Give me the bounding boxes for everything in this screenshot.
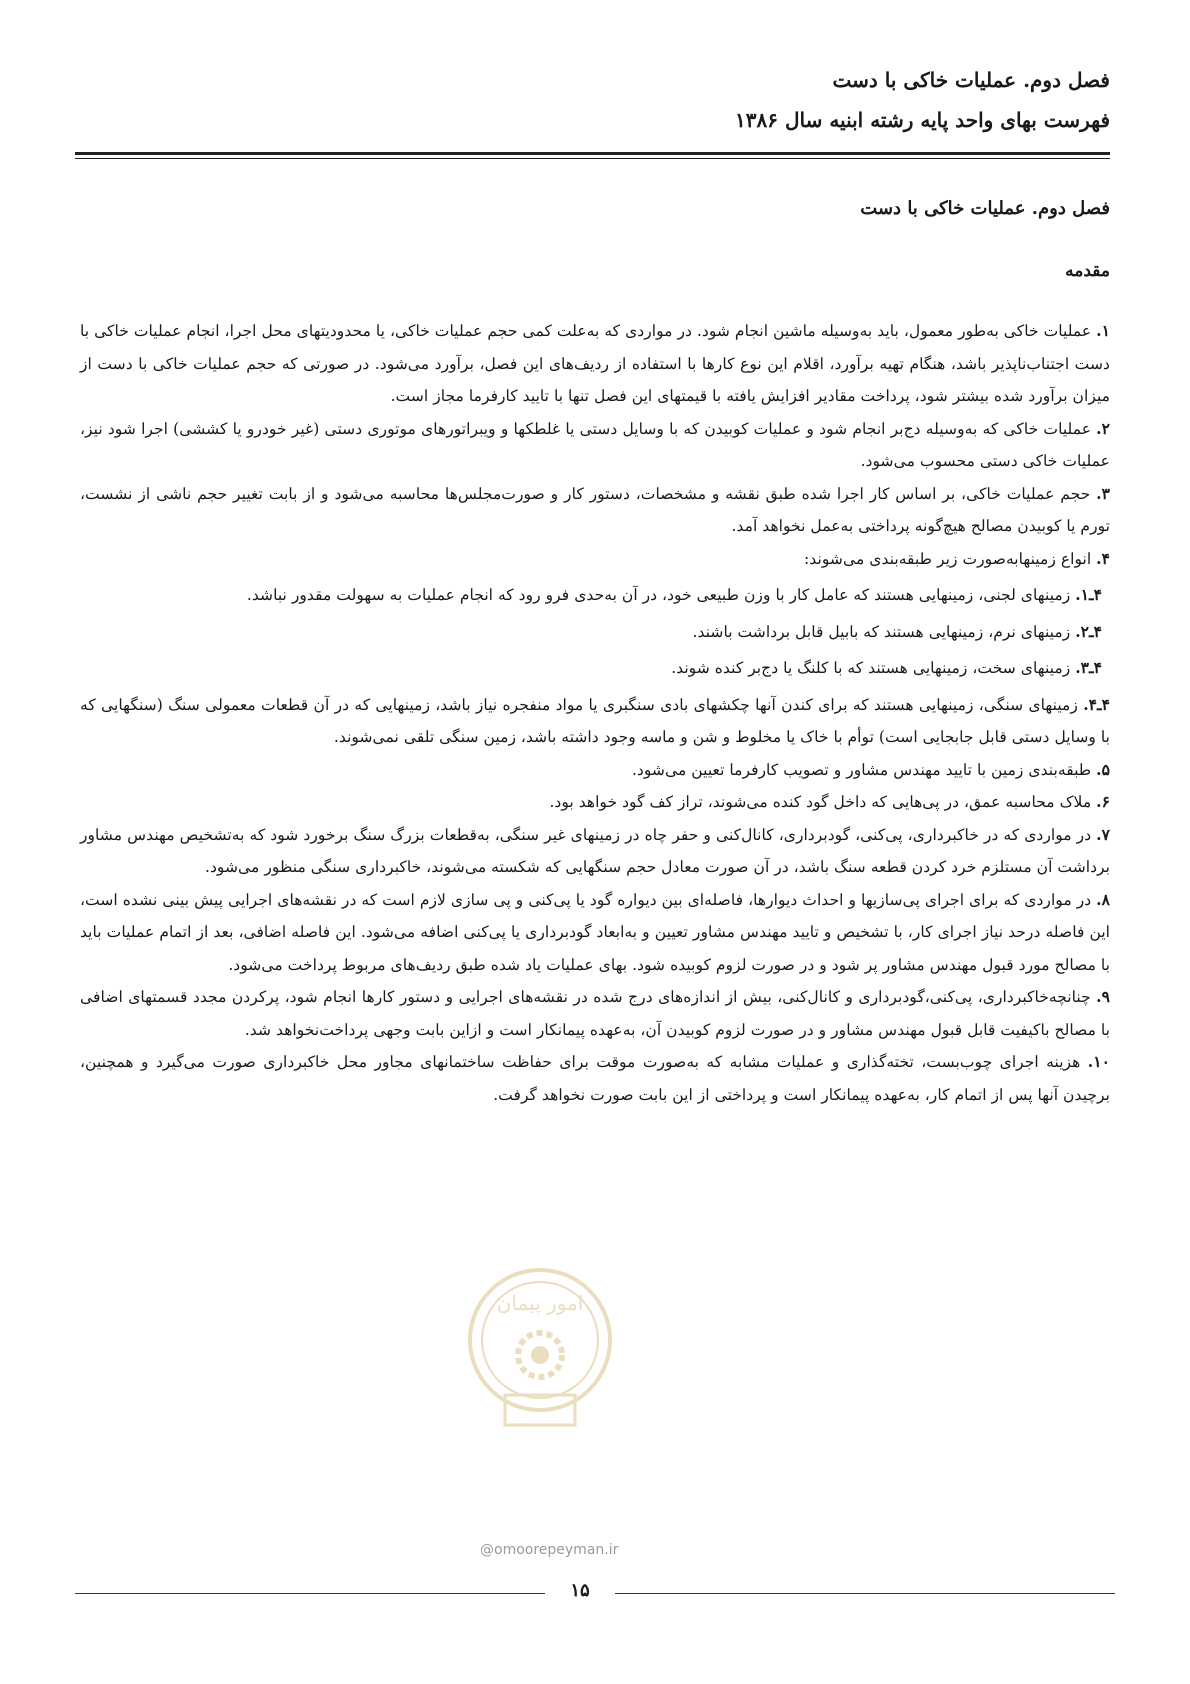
watermark-seal-icon	[455, 1245, 625, 1455]
footer-rule-right	[615, 1593, 1115, 1594]
watermark-url: @omoorepeyman.ir	[480, 1542, 619, 1558]
footer-rule-left	[75, 1593, 545, 1594]
subparagraph-4-4	[80, 689, 1110, 754]
paragraph-4	[80, 543, 1110, 576]
header-chapter: فصل دوم. عملیات خاکی با دست	[832, 68, 1110, 92]
header-rule-thin	[75, 158, 1110, 159]
page-body	[80, 198, 1110, 1111]
paragraph-text: ملاک محاسبه عمق، در پی‌هایی که داخل گود کنده می‌شوند، تراز کف گود خواهد بود.	[549, 793, 1097, 811]
paragraph-number: ۲.	[1096, 418, 1110, 438]
paragraph-text: در مواردی که برای اجرای پی‌سازیها و احداث دیوارها، فاصله‌ای بین دیواره گود یا پی‌کنی و پی سازی لازم است که در نقشه‌های اجرایی پیش بینی نشده است، این فاصله درحد نیاز اجرای کار، با تشخیص و تایید مهندس مشاور تعیین و به‌ابعاد گودبرداری یا پی‌کنی اضافه می‌شود. این فاصله اضافی، بعد از اتمام عملیات باید با مصالح مورد قبول مهندس مشاور پر شود و در صورت لزوم کوبیده شود. بهای عملیات یاد شده طبق ردیف‌های مربوط پرداخت می‌شود.	[80, 890, 1110, 974]
paragraph-text: زمینهای سنگی، زمینهایی هستند که برای کندن آنها چکشهای بادی سنگبری یا مواد منفجره نیاز باشد، زمینهایی که در آن قطعات معمولی سنگ (سنگهایی که با وسایل دستی قابل جابجایی است) توأم با خاک یا مخلوط و شن و ماسه وجود داشته باشد، زمین سنگی تلقی نمی‌شوند.	[80, 695, 1110, 746]
paragraph-text: عملیات خاکی به‌طور معمول، باید به‌وسیله ماشین انجام شود. در مواردی که به‌علت کمی حجم عملیات خاکی، یا محدودیتهای محل اجرا، انجام عملیات خاکی با دست اجتناب‌ناپذیر باشد، هنگام تهیه برآورد، اقلام این نوع کارها با استفاده از ردیف‌های این فصل، برآورد می‌شود. در صورتی که حجم عملیات خاکی با دست از میزان برآورد شده بیشتر شود، پرداخت مقادیر افزایش یافته با قیمتهای این فصل تنها با تایید کارفرما مجاز است.	[80, 322, 1110, 405]
subparagraph-4-3	[80, 652, 1102, 685]
paragraph-3	[80, 478, 1110, 543]
paragraph-number: ۴ـ۳.	[1075, 658, 1102, 677]
paragraph-number: ۴ـ۴.	[1083, 694, 1110, 714]
paragraph-number: ۵.	[1096, 759, 1110, 779]
paragraph-9	[80, 981, 1110, 1046]
paragraph-text: هزینه اجرای چوب‌بست، تخته‌گذاری و عملیات مشابه که به‌صورت موقت برای حفاظت ساختمانهای مجاور محل خاکبرداری صورت می‌گیرد و همچنین، برچیدن آنها پس از اتمام کار، به‌عهده پیمانکار است و پرداختی از این بابت صورت نخواهد گرفت.	[80, 1053, 1110, 1104]
paragraph-number: ۹.	[1096, 987, 1110, 1006]
paragraph-number: ۴.	[1096, 548, 1110, 568]
paragraph-1	[80, 315, 1110, 413]
page-header	[80, 60, 1110, 140]
paragraph-number: ۱.	[1096, 321, 1110, 340]
paragraph-text: زمینهای سخت، زمینهایی هستند که با کلنگ یا دج‌بر کنده شوند.	[671, 659, 1076, 677]
paragraph-text: در مواردی که در خاکبرداری، پی‌کنی، گودبرداری، کانال‌کنی و حفر چاه در زمینهای غیر سنگی، به‌قطعات بزرگ سنگ برخورد شود که به‌تشخیص مهندس مشاور برداشت آن مستلزم خرد کردن قطعه سنگ باشد، در آن صورت معادل حجم سنگهایی که شکسته می‌شوند، خاکبرداری سنگی منظور می‌شود.	[80, 825, 1110, 876]
paragraph-text: عملیات خاکی که به‌وسیله دج‌بر انجام شود و عملیات کوبیدن که با وسایل دستی یا غلطکها و ویبراتورهای موتوری دستی (غیر خودرو یا کششی) اجرا شود نیز، عملیات خاکی دستی محسوب می‌شود.	[80, 419, 1110, 470]
paragraph-text: زمینهای لجنی، زمینهایی هستند که عامل کار با وزن طبیعی خود، در آن به‌حدی فرو رود که انجام عملیات به سهولت مقدور نباشد.	[246, 586, 1076, 604]
paragraph-text: چنانچه‌خاکبرداری، پی‌کنی،گودبرداری و کانال‌کنی، بیش از اندازه‌های درج شده در نقشه‌های اجرایی و دستور کارها انجام شود، پرکردن مجدد قسمتهای اضافی با مصالح باکیفیت قابل قبول مهندس مشاور و در صورت لزوم کوبیدن آن، به‌عهده پیمانکار است و ازاین بابت وجهی پرداخت‌نخواهد شد.	[80, 988, 1110, 1039]
subparagraph-4-2	[80, 616, 1102, 649]
page-number: ۱۵	[570, 1580, 590, 1601]
watermark-text: امور پیمان	[496, 1291, 584, 1315]
paragraph-10	[80, 1046, 1110, 1111]
paragraph-text: زمینهای نرم، زمینهایی هستند که بابیل قابل برداشت باشند.	[692, 622, 1076, 641]
chapter-title: فصل دوم. عملیات خاکی با دست	[860, 198, 1110, 219]
paragraph-number: ۴ـ۲.	[1075, 621, 1102, 641]
paragraph-8	[80, 884, 1110, 982]
paragraph-text: انواع زمینها‌به‌صورت زیر طبقه‌بندی می‌شوند:	[804, 549, 1097, 568]
section-title: مقدمه	[1065, 261, 1110, 281]
header-rule-thick	[75, 152, 1110, 155]
paragraph-7	[80, 819, 1110, 884]
paragraph-text: حجم عملیات خاکی، بر اساس کار اجرا شده طبق نقشه و مشخصات، دستور کار و صورت‌مجلس‌ها محاسبه می‌شود و از بابت تغییر حجم ناشی از نشست، تورم یا کوبیدن مصالح هیچ‌گونه پرداختی به‌عمل نخواهد آمد.	[80, 484, 1110, 535]
paragraph-number: ۱۰.	[1087, 1052, 1110, 1071]
header-document-title: فهرست بهای واحد پایه رشته ابنیه سال ۱۳۸۶	[735, 108, 1110, 132]
paragraph-number: ۷.	[1096, 824, 1110, 844]
subparagraph-4-1	[80, 579, 1102, 612]
paragraph-number: ۳.	[1096, 483, 1110, 503]
paragraph-number: ۸.	[1096, 889, 1110, 909]
paragraph-text: طبقه‌بندی زمین با تایید مهندس مشاور و تصویب کارفرما تعیین می‌شود.	[631, 760, 1097, 779]
paragraph-5	[80, 754, 1110, 787]
paragraph-number: ۶.	[1096, 792, 1110, 811]
paragraph-6	[80, 786, 1110, 819]
paragraph-number: ۴ـ۱.	[1075, 585, 1102, 604]
paragraph-2	[80, 413, 1110, 478]
